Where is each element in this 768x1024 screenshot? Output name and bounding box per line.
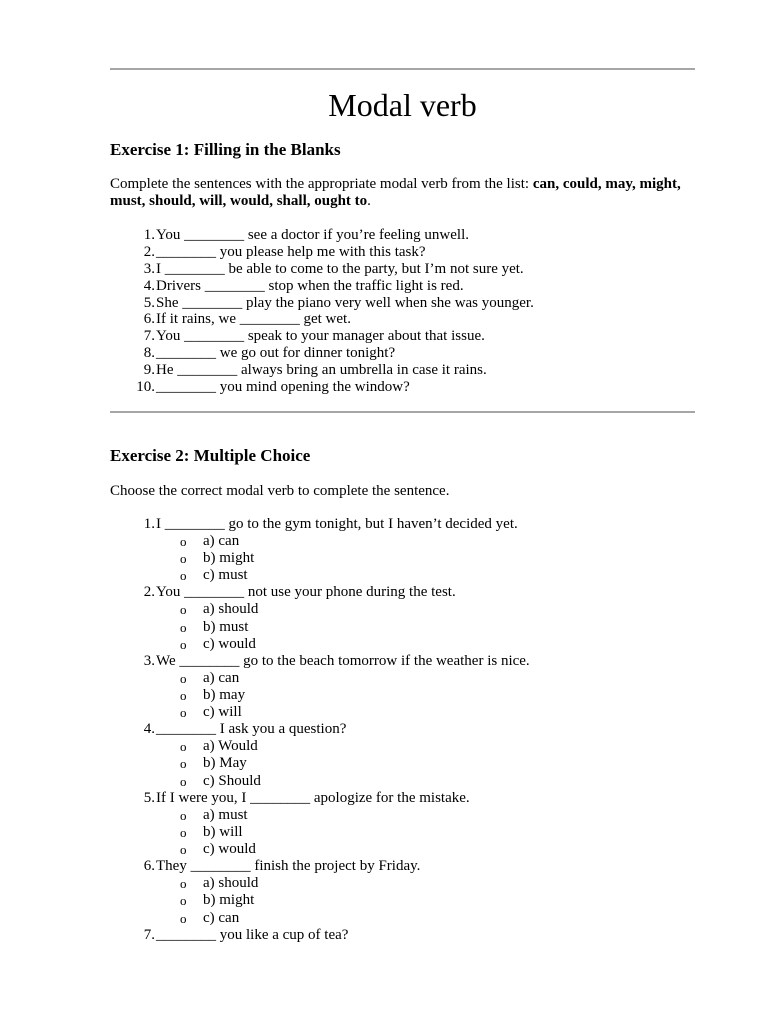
question-sentence: You ________ not use your phone during the test. <box>156 584 456 601</box>
list-item <box>110 311 695 328</box>
exercise2-heading: Exercise 2: Multiple Choice <box>110 446 311 465</box>
item-number: 7. <box>143 328 155 345</box>
list-item <box>110 261 695 278</box>
bullet-icon: o <box>180 876 187 892</box>
exercise2-instruction: Choose the correct modal verb to complete the sentence. <box>110 483 450 499</box>
answer-option <box>110 636 695 653</box>
list-item <box>110 227 695 244</box>
answer-option <box>110 704 695 721</box>
bullet-icon: o <box>180 824 187 840</box>
bullet-icon: o <box>180 533 187 549</box>
option-label: b) may <box>203 686 246 703</box>
answer-option <box>110 910 695 927</box>
option-label: c) would <box>203 841 256 858</box>
item-number: 3. <box>143 260 155 277</box>
bullet-icon: o <box>180 842 187 858</box>
item-sentence: ________ you please help me with this task? <box>156 243 426 260</box>
item-number: 8. <box>143 345 155 362</box>
question-sentence: ________ I ask you a question? <box>156 721 347 738</box>
top-divider <box>110 68 695 70</box>
question-sentence: ________ you like a cup of tea? <box>156 926 349 943</box>
bullet-icon: o <box>180 739 187 755</box>
item-sentence: ________ we go out for dinner tonight? <box>156 345 396 362</box>
exercise1-heading: Exercise 1: Filling in the Blanks <box>110 140 341 159</box>
option-label: a) Would <box>203 738 258 755</box>
item-sentence: I ________ be able to come to the party, but I’m not sure yet. <box>156 260 524 277</box>
bullet-icon: o <box>180 807 187 823</box>
list-item <box>110 328 695 345</box>
answer-option <box>110 892 695 909</box>
item-sentence: ________ you mind opening the window? <box>156 379 410 396</box>
option-label: a) can <box>203 669 240 686</box>
question-item <box>110 927 695 944</box>
question-sentence: I ________ go to the gym tonight, but I haven’t decided yet. <box>156 516 518 532</box>
exercise2-list <box>110 516 695 944</box>
item-sentence: You ________ see a doctor if you’re feeling unwell. <box>156 227 469 243</box>
list-item <box>110 379 695 396</box>
answer-option <box>110 738 695 755</box>
item-number: 5. <box>143 294 155 311</box>
answer-option <box>110 550 695 567</box>
question-number: 5. <box>143 789 155 806</box>
item-sentence: He ________ always bring an umbrella in case it rains. <box>156 362 487 379</box>
answer-option <box>110 755 695 772</box>
option-label: c) can <box>203 909 240 926</box>
option-label: c) must <box>203 567 248 584</box>
bullet-icon: o <box>180 602 187 618</box>
question-item <box>110 516 695 533</box>
list-item <box>110 244 695 261</box>
bullet-icon: o <box>180 910 187 926</box>
question-item <box>110 790 695 807</box>
bullet-icon: o <box>180 687 187 703</box>
answer-option <box>110 619 695 636</box>
list-item <box>110 295 695 312</box>
item-sentence: You ________ speak to your manager about that issue. <box>156 328 485 345</box>
option-label: b) must <box>203 618 249 635</box>
option-label: a) can <box>203 532 240 549</box>
item-number: 10. <box>136 379 155 396</box>
question-item <box>110 584 695 601</box>
exercise1-instruction-end: . <box>367 193 371 209</box>
bullet-icon: o <box>180 756 187 772</box>
bullet-icon: o <box>180 551 187 567</box>
option-label: a) should <box>203 601 259 618</box>
answer-option <box>110 533 695 550</box>
option-label: c) will <box>203 704 242 721</box>
item-number: 6. <box>143 311 155 328</box>
option-label: b) will <box>203 823 243 840</box>
bullet-icon: o <box>180 568 187 584</box>
option-label: c) would <box>203 635 256 652</box>
option-label: b) might <box>203 892 255 909</box>
list-item <box>110 362 695 379</box>
option-label: a) must <box>203 806 248 823</box>
answer-option <box>110 824 695 841</box>
question-number: 7. <box>143 926 155 943</box>
exercise1-instruction-start: Complete the sentences with the appropriate modal verb from the list: <box>110 176 533 192</box>
answer-option <box>110 601 695 618</box>
question-number: 2. <box>143 584 155 601</box>
modal-verb-list: can, could, may, might, must, should, will, would, shall, ought to <box>110 176 681 209</box>
bullet-icon: o <box>180 893 187 909</box>
answer-option <box>110 687 695 704</box>
answer-option <box>110 567 695 584</box>
option-label: a) should <box>203 875 259 892</box>
item-number: 9. <box>143 362 155 379</box>
page-title: Modal verb <box>328 87 477 123</box>
item-sentence: If it rains, we ________ get wet. <box>156 311 351 328</box>
question-number: 6. <box>143 858 155 875</box>
answer-option <box>110 773 695 790</box>
item-number: 4. <box>143 277 155 294</box>
option-label: b) May <box>203 755 247 772</box>
answer-option <box>110 841 695 858</box>
option-label: c) Should <box>203 772 261 789</box>
bullet-icon: o <box>180 670 187 686</box>
answer-option <box>110 670 695 687</box>
option-label: b) might <box>203 550 255 567</box>
question-number: 1. <box>143 516 155 532</box>
exercise1-instruction <box>110 176 695 210</box>
item-number: 2. <box>143 243 155 260</box>
list-item <box>110 345 695 362</box>
item-sentence: She ________ play the piano very well when she was younger. <box>156 294 534 311</box>
item-sentence: Drivers ________ stop when the traffic light is red. <box>156 277 464 294</box>
question-sentence: If I were you, I ________ apologize for the mistake. <box>156 789 470 806</box>
list-item <box>110 278 695 295</box>
exercise1-list <box>110 227 695 396</box>
question-sentence: They ________ finish the project by Friday. <box>156 858 421 875</box>
item-number: 1. <box>143 227 155 243</box>
bullet-icon: o <box>180 773 187 789</box>
question-item <box>110 653 695 670</box>
question-item <box>110 858 695 875</box>
bullet-icon: o <box>180 705 187 721</box>
bullet-icon: o <box>180 636 187 652</box>
bullet-icon: o <box>180 619 187 635</box>
answer-option <box>110 875 695 892</box>
question-number: 4. <box>143 721 155 738</box>
question-number: 3. <box>143 652 155 669</box>
question-item <box>110 721 695 738</box>
section-divider <box>110 411 695 413</box>
answer-option <box>110 807 695 824</box>
question-sentence: We ________ go to the beach tomorrow if the weather is nice. <box>156 652 530 669</box>
